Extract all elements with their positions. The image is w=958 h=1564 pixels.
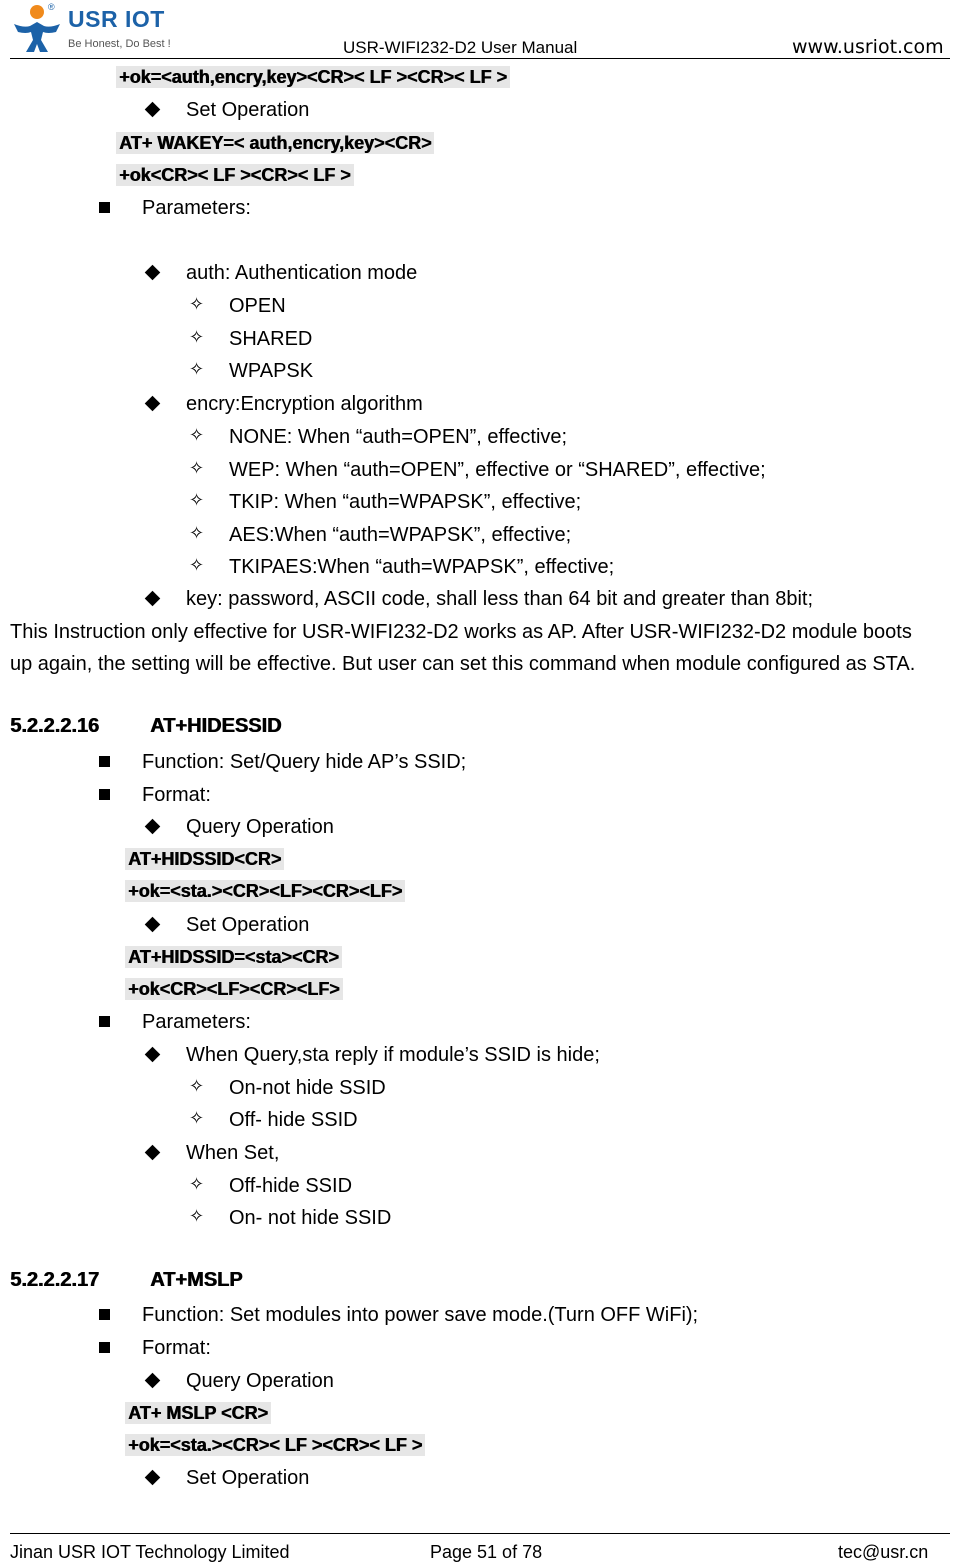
section-number: 5.2.2.2.17 — [10, 1269, 99, 1291]
list-item: TKIP: When “auth=WPAPSK”, effective; — [229, 491, 582, 513]
square-bullet-icon — [99, 1309, 110, 1320]
list-item: Off- hide SSID — [229, 1109, 358, 1131]
list-item: Parameters: — [142, 197, 251, 219]
star-bullet-icon: ✧ — [189, 523, 205, 544]
footer-rule — [10, 1533, 950, 1534]
square-bullet-icon — [99, 202, 110, 213]
diamond-bullet-icon — [145, 1470, 161, 1486]
command-line: AT+HIDSSID<CR> — [125, 848, 284, 870]
star-bullet-icon: ✧ — [189, 458, 205, 479]
star-bullet-icon: ✧ — [189, 555, 205, 576]
list-item: TKIPAES:When “auth=WPAPSK”, effective; — [229, 556, 615, 578]
list-item: WPAPSK — [229, 360, 314, 382]
page-number: Page 51 of 78 — [430, 1542, 543, 1562]
list-item: encry:Encryption algorithm — [186, 393, 423, 415]
square-bullet-icon — [99, 1342, 110, 1353]
diamond-bullet-icon — [145, 819, 161, 835]
star-bullet-icon: ✧ — [189, 359, 205, 380]
command-line: AT+ WAKEY=< auth,encry,key><CR> — [116, 132, 434, 154]
website-url: www.usriot.com — [792, 36, 944, 58]
footer-company: Jinan USR IOT Technology Limited — [10, 1542, 290, 1562]
diamond-bullet-icon — [145, 917, 161, 933]
list-item: Function: Set/Query hide AP’s SSID; — [142, 751, 467, 773]
footer-email: tec@usr.cn — [838, 1542, 929, 1562]
list-item: Parameters: — [142, 1011, 251, 1033]
list-item: Format: — [142, 784, 211, 806]
command-line: +ok=<sta.><CR>< LF ><CR>< LF > — [125, 1434, 425, 1456]
list-item: SHARED — [229, 328, 313, 350]
star-bullet-icon: ✧ — [189, 327, 205, 348]
square-bullet-icon — [99, 789, 110, 800]
list-item: Set Operation — [186, 99, 310, 121]
command-line: AT+ MSLP <CR> — [125, 1402, 271, 1424]
list-item: Set Operation — [186, 914, 310, 936]
header-rule — [10, 58, 950, 59]
document-title: USR-WIFI232-D2 User Manual — [343, 38, 578, 57]
command-line: AT+HIDSSID=<sta><CR> — [125, 946, 342, 968]
list-item: When Query,sta reply if module’s SSID is hide; — [186, 1044, 600, 1066]
list-item: Off-hide SSID — [229, 1175, 353, 1197]
section-title: AT+HIDESSID — [150, 715, 282, 737]
list-item: AES:When “auth=WPAPSK”, effective; — [229, 524, 572, 546]
star-bullet-icon: ✧ — [189, 1076, 205, 1097]
list-item: Query Operation — [186, 816, 334, 838]
diamond-bullet-icon — [145, 265, 161, 281]
star-bullet-icon: ✧ — [189, 425, 205, 446]
diamond-bullet-icon — [145, 102, 161, 118]
diamond-bullet-icon — [145, 1373, 161, 1389]
star-bullet-icon: ✧ — [189, 1206, 205, 1227]
diamond-bullet-icon — [145, 1047, 161, 1063]
company-logo — [10, 2, 180, 54]
square-bullet-icon — [99, 1016, 110, 1027]
list-item: On-not hide SSID — [229, 1077, 386, 1099]
star-bullet-icon: ✧ — [189, 1174, 205, 1195]
list-item: OPEN — [229, 295, 286, 317]
list-item: auth: Authentication mode — [186, 262, 418, 284]
star-bullet-icon: ✧ — [189, 294, 205, 315]
star-bullet-icon: ✧ — [189, 1108, 205, 1129]
logo-registered-mark: ® — [48, 2, 55, 12]
list-item: Set Operation — [186, 1467, 310, 1489]
command-line: +ok=<auth,encry,key><CR>< LF ><CR>< LF > — [116, 66, 510, 88]
list-item: When Set, — [186, 1142, 280, 1164]
logo-text: USR IOT — [68, 6, 165, 32]
command-line: +ok=<sta.><CR><LF><CR><LF> — [125, 880, 405, 902]
diamond-bullet-icon — [145, 396, 161, 412]
paragraph-line: This Instruction only effective for USR-WIFI232-D2 works as AP. After USR-WIFI232-D2 module boots — [10, 621, 912, 643]
list-item: Query Operation — [186, 1370, 334, 1392]
paragraph-line: up again, the setting will be effective. But user can set this command when module configured as STA. — [10, 653, 916, 675]
list-item: On- not hide SSID — [229, 1207, 392, 1229]
diamond-bullet-icon — [145, 591, 161, 607]
section-number: 5.2.2.2.16 — [10, 715, 99, 737]
logo-mark-icon — [10, 2, 66, 54]
list-item: NONE: When “auth=OPEN”, effective; — [229, 426, 568, 448]
command-line: +ok<CR><LF><CR><LF> — [125, 978, 343, 1000]
logo-tagline: Be Honest, Do Best ! — [68, 38, 171, 50]
list-item: Function: Set modules into power save mode.(Turn OFF WiFi); — [142, 1304, 699, 1326]
list-item: WEP: When “auth=OPEN”, effective or “SHARED”, effective; — [229, 459, 766, 481]
list-item: key: password, ASCII code, shall less than 64 bit and greater than 8bit; — [186, 588, 814, 610]
list-item: Format: — [142, 1337, 211, 1359]
diamond-bullet-icon — [145, 1145, 161, 1161]
star-bullet-icon: ✧ — [189, 490, 205, 511]
square-bullet-icon — [99, 756, 110, 767]
command-line: +ok<CR>< LF ><CR>< LF > — [116, 164, 354, 186]
section-title: AT+MSLP — [150, 1269, 243, 1291]
